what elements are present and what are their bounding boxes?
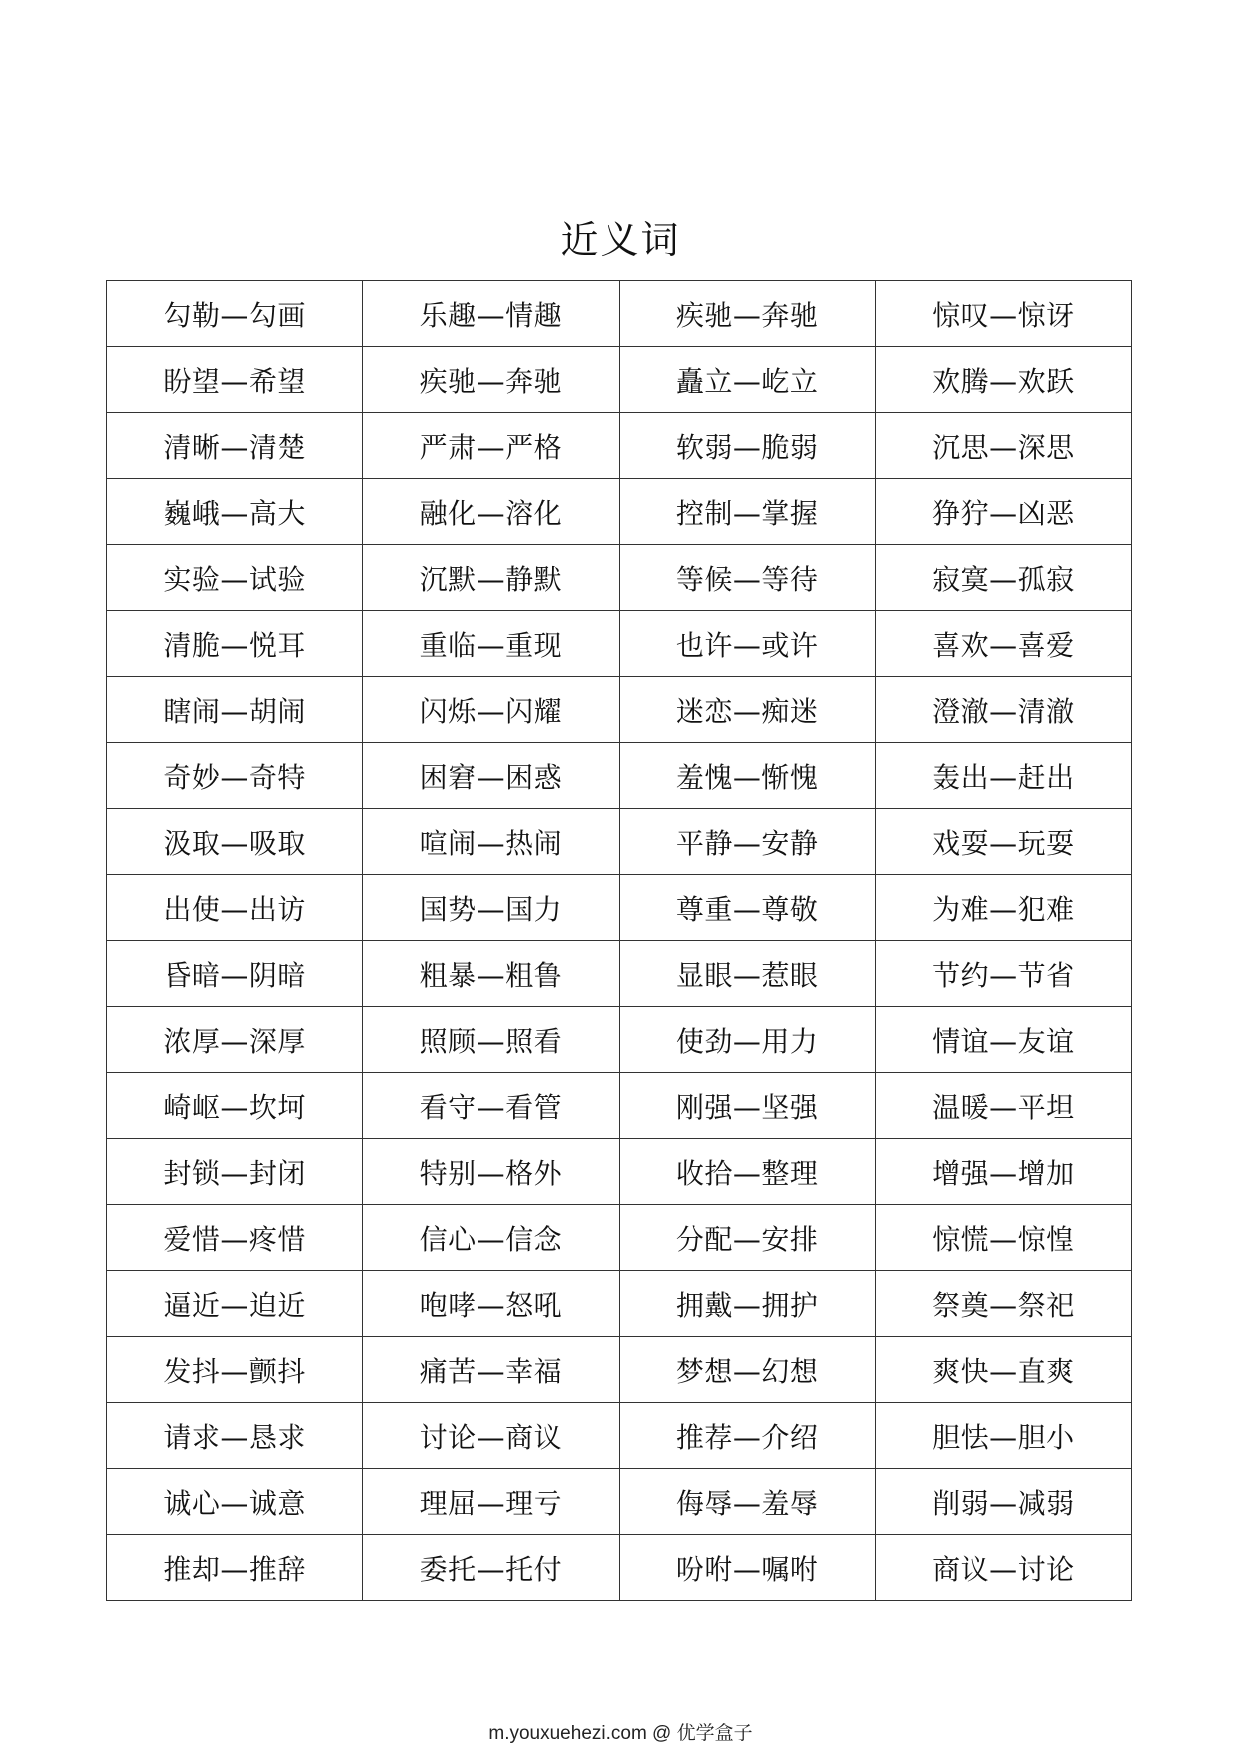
synonym-pair-cell: 情谊—友谊: [875, 1007, 1131, 1073]
synonym-pair-cell: 推却—推辞: [107, 1535, 363, 1601]
synonym-pair-cell: 闪烁—闪耀: [363, 677, 619, 743]
synonym-pair-cell: 软弱—脆弱: [619, 413, 875, 479]
synonym-pair-cell: 等候—等待: [619, 545, 875, 611]
synonym-pair-cell: 拥戴—拥护: [619, 1271, 875, 1337]
synonym-pair-cell: 惊慌—惊惶: [875, 1205, 1131, 1271]
synonym-pair-cell: 巍峨—高大: [107, 479, 363, 545]
table-row: [107, 677, 1132, 743]
page-title: 近义词: [560, 218, 681, 262]
synonym-pair-cell: 讨论—商议: [363, 1403, 619, 1469]
table-row: [107, 347, 1132, 413]
table-row: [107, 545, 1132, 611]
table-row: [107, 611, 1132, 677]
synonym-pair-cell: 实验—试验: [107, 545, 363, 611]
synonym-pair-cell: 梦想—幻想: [619, 1337, 875, 1403]
synonym-pair-cell: 困窘—困惑: [363, 743, 619, 809]
synonym-pair-cell: 痛苦—幸福: [363, 1337, 619, 1403]
synonym-pair-cell: 尊重—尊敬: [619, 875, 875, 941]
synonym-pair-cell: 控制—掌握: [619, 479, 875, 545]
table-row: [107, 1403, 1132, 1469]
synonym-pair-cell: 矗立—屹立: [619, 347, 875, 413]
synonym-pair-cell: 重临—重现: [363, 611, 619, 677]
synonym-pair-cell: 昏暗—阴暗: [107, 941, 363, 1007]
synonym-pair-cell: 狰狞—凶恶: [875, 479, 1131, 545]
synonym-pair-cell: 澄澈—清澈: [875, 677, 1131, 743]
table-row: [107, 1073, 1132, 1139]
synonym-pair-cell: 使劲—用力: [619, 1007, 875, 1073]
table-row: [107, 1007, 1132, 1073]
synonym-pair-cell: 商议—讨论: [875, 1535, 1131, 1601]
synonym-pair-cell: 爽快—直爽: [875, 1337, 1131, 1403]
synonym-pair-cell: 节约—节省: [875, 941, 1131, 1007]
synonym-pair-cell: 寂寞—孤寂: [875, 545, 1131, 611]
synonym-pair-cell: 胆怯—胆小: [875, 1403, 1131, 1469]
synonym-pair-cell: 逼近—迫近: [107, 1271, 363, 1337]
synonym-pair-cell: 发抖—颤抖: [107, 1337, 363, 1403]
synonym-pair-cell: 也许—或许: [619, 611, 875, 677]
table-row: [107, 1271, 1132, 1337]
table-row: [107, 1535, 1132, 1601]
synonym-pair-cell: 迷恋—痴迷: [619, 677, 875, 743]
synonym-pair-cell: 封锁—封闭: [107, 1139, 363, 1205]
synonym-pair-cell: 粗暴—粗鲁: [363, 941, 619, 1007]
synonym-pair-cell: 出使—出访: [107, 875, 363, 941]
synonym-pair-cell: 严肃—严格: [363, 413, 619, 479]
synonym-pair-cell: 沉默—静默: [363, 545, 619, 611]
synonym-pair-cell: 吩咐—嘱咐: [619, 1535, 875, 1601]
table-row: [107, 1139, 1132, 1205]
table-row: [107, 1469, 1132, 1535]
synonym-pair-cell: 委托—托付: [363, 1535, 619, 1601]
synonym-pair-cell: 轰出—赶出: [875, 743, 1131, 809]
synonym-pair-cell: 信心—信念: [363, 1205, 619, 1271]
table-row: [107, 413, 1132, 479]
table-row: [107, 809, 1132, 875]
synonym-pair-cell: 为难—犯难: [875, 875, 1131, 941]
synonym-pair-cell: 崎岖—坎坷: [107, 1073, 363, 1139]
synonym-pair-cell: 欢腾—欢跃: [875, 347, 1131, 413]
table-row: [107, 941, 1132, 1007]
synonym-pair-cell: 收拾—整理: [619, 1139, 875, 1205]
synonym-table: [106, 280, 1132, 1601]
synonym-pair-cell: 削弱—减弱: [875, 1469, 1131, 1535]
synonym-pair-cell: 融化—溶化: [363, 479, 619, 545]
synonym-pair-cell: 浓厚—深厚: [107, 1007, 363, 1073]
table-row: [107, 479, 1132, 545]
synonym-table-body: [107, 281, 1132, 1601]
synonym-pair-cell: 沉思—深思: [875, 413, 1131, 479]
page-footer: m.youxuehezi.com @ 优学盒子: [488, 1723, 753, 1744]
synonym-pair-cell: 推荐—介绍: [619, 1403, 875, 1469]
synonym-pair-cell: 刚强—坚强: [619, 1073, 875, 1139]
synonym-pair-cell: 疾驰—奔驰: [363, 347, 619, 413]
table-row: [107, 281, 1132, 347]
synonym-pair-cell: 清脆—悦耳: [107, 611, 363, 677]
synonym-pair-cell: 勾勒—勾画: [107, 281, 363, 347]
synonym-pair-cell: 国势—国力: [363, 875, 619, 941]
synonym-pair-cell: 显眼—惹眼: [619, 941, 875, 1007]
synonym-pair-cell: 奇妙—奇特: [107, 743, 363, 809]
synonym-pair-cell: 乐趣—情趣: [363, 281, 619, 347]
synonym-pair-cell: 清晰—清楚: [107, 413, 363, 479]
synonym-pair-cell: 分配—安排: [619, 1205, 875, 1271]
synonym-pair-cell: 汲取—吸取: [107, 809, 363, 875]
synonym-pair-cell: 理屈—理亏: [363, 1469, 619, 1535]
synonym-pair-cell: 喧闹—热闹: [363, 809, 619, 875]
synonym-pair-cell: 疾驰—奔驰: [619, 281, 875, 347]
synonym-pair-cell: 侮辱—羞辱: [619, 1469, 875, 1535]
synonym-pair-cell: 瞎闹—胡闹: [107, 677, 363, 743]
synonym-pair-cell: 祭奠—祭祀: [875, 1271, 1131, 1337]
synonym-pair-cell: 照顾—照看: [363, 1007, 619, 1073]
synonym-pair-cell: 爱惜—疼惜: [107, 1205, 363, 1271]
synonym-pair-cell: 诚心—诚意: [107, 1469, 363, 1535]
synonym-pair-cell: 特别—格外: [363, 1139, 619, 1205]
synonym-pair-cell: 羞愧—惭愧: [619, 743, 875, 809]
synonym-pair-cell: 盼望—希望: [107, 347, 363, 413]
table-row: [107, 743, 1132, 809]
synonym-pair-cell: 戏耍—玩耍: [875, 809, 1131, 875]
synonym-pair-cell: 平静—安静: [619, 809, 875, 875]
synonym-pair-cell: 请求—恳求: [107, 1403, 363, 1469]
synonym-pair-cell: 看守—看管: [363, 1073, 619, 1139]
synonym-pair-cell: 惊叹—惊讶: [875, 281, 1131, 347]
table-row: [107, 875, 1132, 941]
table-row: [107, 1337, 1132, 1403]
table-row: [107, 1205, 1132, 1271]
synonym-pair-cell: 温暖—平坦: [875, 1073, 1131, 1139]
synonym-pair-cell: 咆哮—怒吼: [363, 1271, 619, 1337]
synonym-pair-cell: 喜欢—喜爱: [875, 611, 1131, 677]
synonym-pair-cell: 增强—增加: [875, 1139, 1131, 1205]
